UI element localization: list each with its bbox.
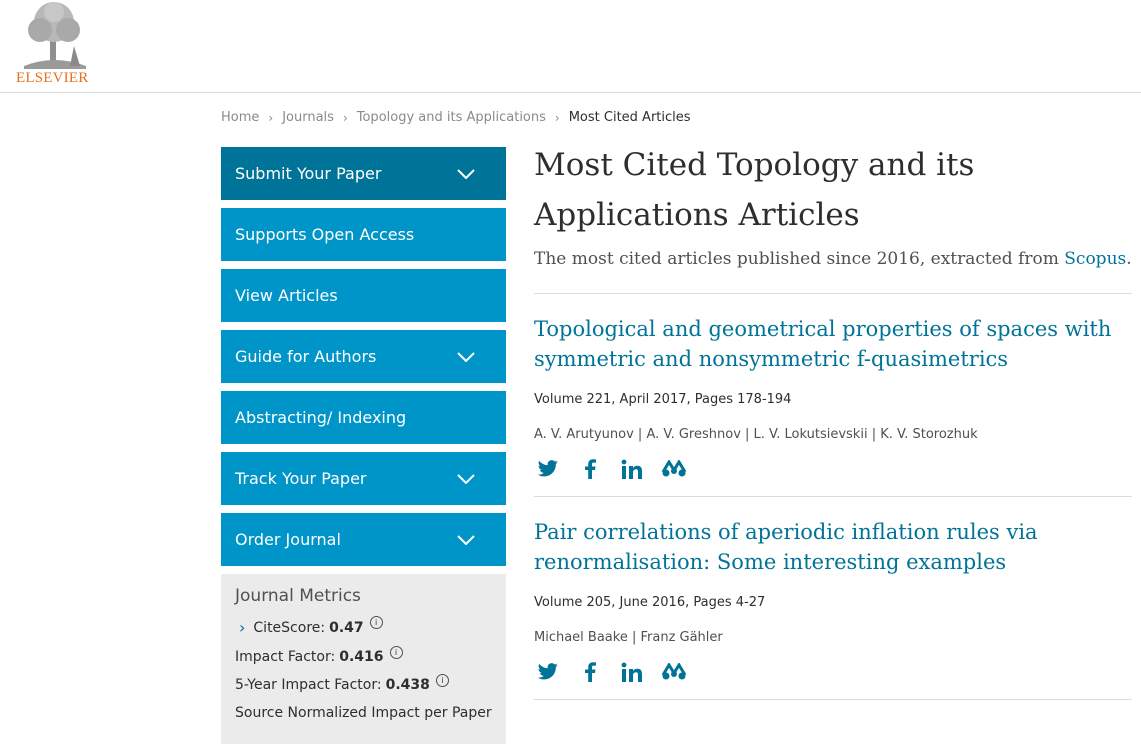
breadcrumb-current: Most Cited Articles bbox=[568, 110, 691, 125]
submit-paper-button[interactable] bbox=[221, 147, 506, 200]
mendeley-icon[interactable] bbox=[660, 456, 688, 482]
main-content bbox=[534, 140, 1132, 700]
journal-metrics-title: Journal Metrics bbox=[235, 586, 361, 606]
linkedin-icon[interactable] bbox=[618, 659, 646, 685]
twitter-icon[interactable] bbox=[534, 659, 562, 685]
intro-sentence: The most cited articles published since 2016, extracted from bbox=[534, 249, 1065, 269]
chevron-right-icon: › bbox=[239, 618, 246, 637]
info-icon[interactable]: i bbox=[370, 616, 383, 629]
impact-factor-5yr-label: 5-Year Impact Factor: bbox=[235, 677, 382, 693]
snip-metric bbox=[235, 705, 492, 721]
chevron-down-icon bbox=[454, 528, 478, 552]
elsevier-wordmark: ELSEVIER bbox=[16, 70, 89, 86]
article-item bbox=[534, 294, 1132, 497]
impact-factor-value: 0.416 bbox=[339, 649, 384, 665]
article-volume: Volume 221, April 2017, Pages 178-194 bbox=[534, 392, 792, 407]
info-icon[interactable]: i bbox=[390, 646, 403, 659]
breadcrumb-chevron-icon: › bbox=[554, 110, 560, 125]
order-journal-label: Order Journal bbox=[235, 530, 341, 549]
article-title-link[interactable]: Topological and geometrical properties of spaces with symmetric and nonsymmetric f-quasimetrics bbox=[534, 317, 1112, 371]
order-journal-button[interactable] bbox=[221, 513, 506, 566]
citescore-metric[interactable] bbox=[235, 618, 492, 637]
intro-text bbox=[534, 249, 1132, 269]
citescore-label: CiteScore: bbox=[253, 619, 326, 636]
intro-end: . bbox=[1126, 249, 1132, 269]
share-icons bbox=[534, 659, 1132, 685]
breadcrumb-journal[interactable]: Topology and its Applications bbox=[356, 110, 546, 125]
twitter-icon[interactable] bbox=[534, 456, 562, 482]
open-access-label: Supports Open Access bbox=[235, 225, 415, 244]
abstracting-indexing-label: Abstracting/ Indexing bbox=[235, 408, 407, 427]
impact-factor-5yr-value: 0.438 bbox=[385, 677, 430, 693]
article-item bbox=[534, 497, 1132, 700]
article-volume: Volume 205, June 2016, Pages 4-27 bbox=[534, 595, 766, 610]
impact-factor-metric bbox=[235, 649, 492, 665]
view-articles-button[interactable] bbox=[221, 269, 506, 322]
linkedin-icon[interactable] bbox=[618, 456, 646, 482]
chevron-down-icon bbox=[454, 345, 478, 369]
breadcrumb-chevron-icon: › bbox=[268, 110, 274, 125]
sidebar bbox=[221, 147, 506, 744]
breadcrumb bbox=[221, 110, 691, 125]
submit-paper-label: Submit Your Paper bbox=[235, 164, 382, 183]
breadcrumb-chevron-icon: › bbox=[342, 110, 348, 125]
site-header bbox=[0, 0, 1141, 93]
breadcrumb-journals[interactable]: Journals bbox=[282, 110, 334, 125]
citescore-value: 0.47 bbox=[329, 619, 364, 636]
facebook-icon[interactable] bbox=[576, 659, 604, 685]
chevron-down-icon bbox=[454, 467, 478, 491]
guide-for-authors-button[interactable] bbox=[221, 330, 506, 383]
share-icons bbox=[534, 456, 1132, 482]
mendeley-icon[interactable] bbox=[660, 659, 688, 685]
impact-factor-label: Impact Factor: bbox=[235, 649, 336, 665]
article-authors: A. V. Arutyunov | A. V. Greshnov | L. V. Lokutsievskii | K. V. Storozhuk bbox=[534, 427, 978, 442]
impact-factor-5yr-metric bbox=[235, 677, 492, 693]
track-paper-label: Track Your Paper bbox=[235, 469, 367, 488]
abstracting-indexing-button[interactable] bbox=[221, 391, 506, 444]
page-title: Most Cited Topology and its Applications Articles bbox=[534, 147, 975, 233]
view-articles-label: View Articles bbox=[235, 286, 338, 305]
guide-for-authors-label: Guide for Authors bbox=[235, 347, 377, 366]
facebook-icon[interactable] bbox=[576, 456, 604, 482]
article-title-link[interactable]: Pair correlations of aperiodic inflation rules via renormalisation: Some interesting examples bbox=[534, 520, 1038, 574]
journal-metrics-panel bbox=[221, 574, 506, 744]
info-icon[interactable]: i bbox=[436, 674, 449, 687]
track-paper-button[interactable] bbox=[221, 452, 506, 505]
open-access-button[interactable] bbox=[221, 208, 506, 261]
chevron-down-icon bbox=[454, 162, 478, 186]
article-authors: Michael Baake | Franz Gähler bbox=[534, 630, 723, 645]
snip-label: Source Normalized Impact per Paper bbox=[235, 705, 492, 721]
scopus-link[interactable]: Scopus bbox=[1064, 249, 1127, 269]
breadcrumb-home[interactable]: Home bbox=[221, 110, 260, 125]
